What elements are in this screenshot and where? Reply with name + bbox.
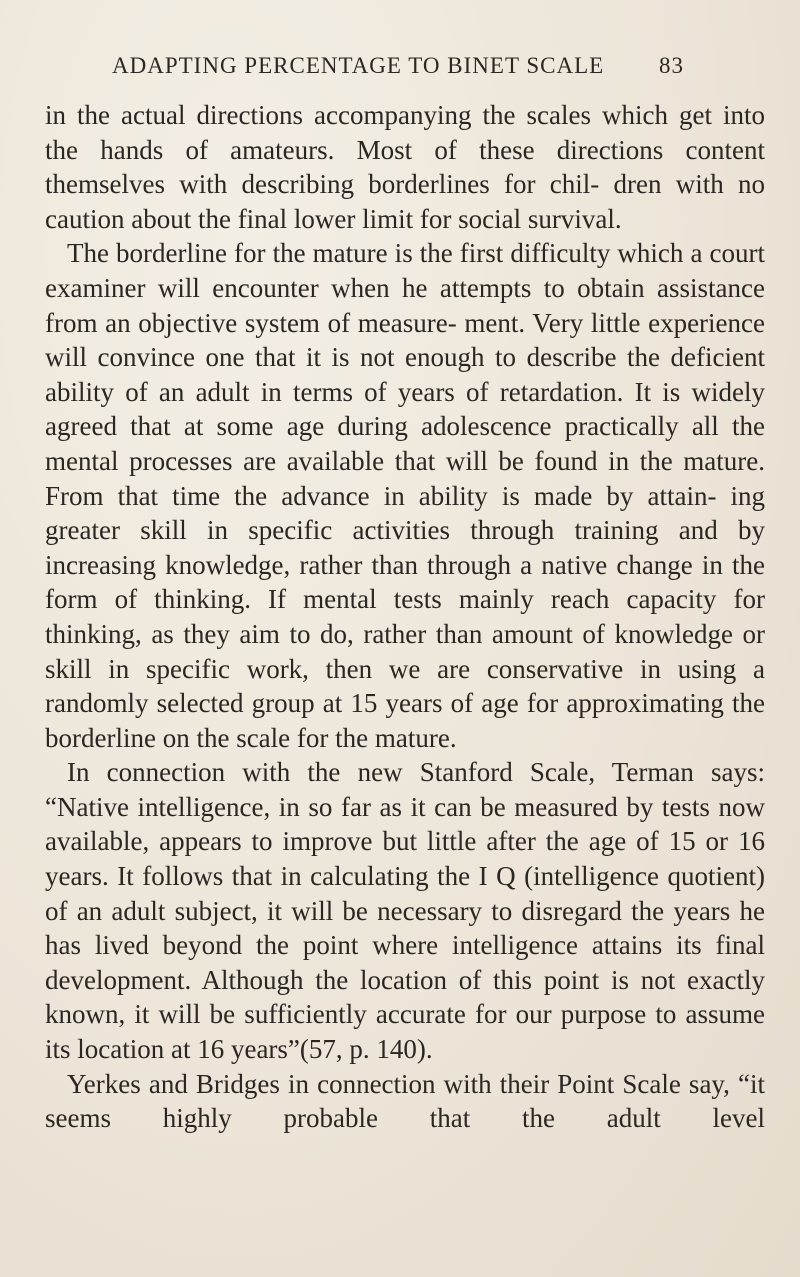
running-head [112,50,684,82]
body-text [45,98,765,1136]
paragraph-yerkes-bridges: Yerkes and Bridges in connection with their Point Scale say, “it seems highly probable that the adult level [45,1068,765,1134]
paragraph-terman-quote: In connection with the new Stanford Scale, Terman says: “Native intelligence, in so far as it can be measured by tests now available, appears to improve but little after the age of 15 or 16 years. It follows that in calculating the I Q (intelligence quotient) of an adult subject, it will be necessary to disregard the years he has lived beyond the point where intelligence attains its final development. Although the location of this point is not exactly known, it will be sufficiently accurate for our purpose to assume its location at 16 years”(57, p. 140). [45,757,765,1065]
paragraph-continuation: in the actual directions accompanying the scales which get into the hands of amateurs. Most of these directions content themselves with describing borderlines for chil- dren with no caution about the final lower limit for social survival. [45,100,765,234]
running-title: ADAPTING PERCENTAGE TO BINET SCALE [112,53,605,78]
paragraph-borderline-mature: The borderline for the mature is the first difficulty which a court examiner will encounter when he attempts to obtain assistance from an objective system of measure- ment. Very little experience will convince one that it is not enough to describe the deficient ability of an adult in terms of years of retardation. It is widely agreed that at some age during adolescence practically all the mental processes are available that will be found in the mature. From that time the advance in ability is made by attain- ing greater skill in specific activities through training and by increasing knowledge, rather than through a native change in the form of thinking. If mental tests mainly reach capacity for thinking, as they aim to do, rather than amount of knowledge or skill in specific work, then we are conservative in using a randomly selected group at 15 years of age for approximating the borderline on the scale for the mature. [45,238,765,753]
page-number: 83 [659,53,684,78]
